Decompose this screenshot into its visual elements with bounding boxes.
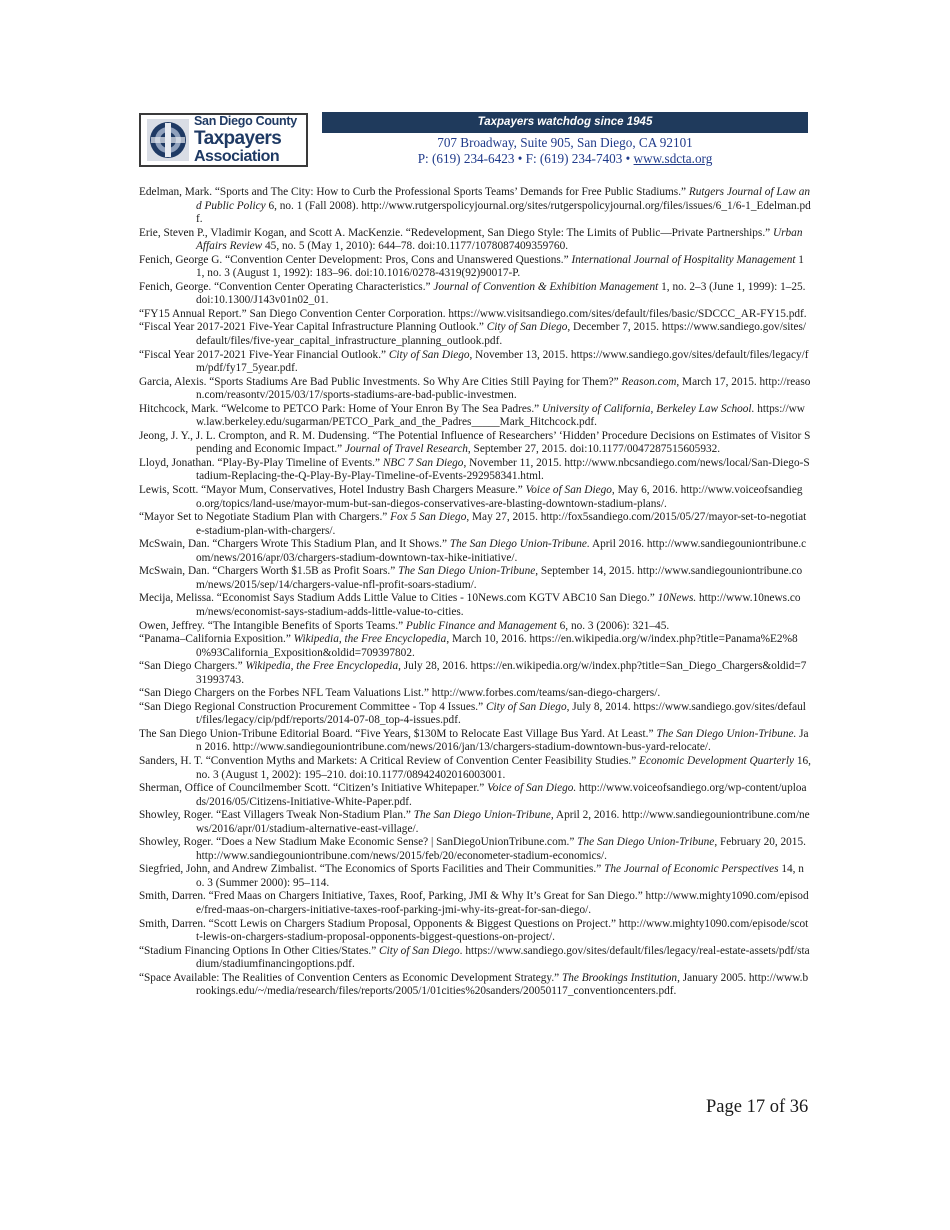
reference-source: The San Diego Union-Tribune [577,836,715,849]
reference-text: 6, no. 3 (2006): 321–45. [556,619,670,632]
reference-text: . https://www.sandiego.gov/sites/default/files/legacy/real-estate-assets/pdf/stadium/stadiumfinancingoptions.pdf. [196,944,810,971]
reference-entry [139,321,811,348]
reference-text: Smith, Darren. “Scott Lewis on Chargers Stadium Proposal, Opponents & Biggest Questions on Project.” http://www.mighty1090.com/episode/scott-lewis-on-chargers-stadium-proposal-opponents-biggest-questions-on-project/. [139,917,809,944]
reference-text: http://www.10news.com/news/economist-says-stadium-adds-little-value-to-cities. [196,592,801,618]
page-number: Page 17 of 36 [706,1097,809,1117]
reference-text: Owen, Jeffrey. “The Intangible Benefits of Sports Teams.” [139,619,406,632]
reference-source: 10News. [657,592,697,605]
reference-source: Public Finance and Management [405,619,557,632]
reference-source: International Journal of Hospitality Management [571,253,796,266]
reference-text: Fenich, George G. “Convention Center Development: Pros, Cons and Unanswered Questions.” [139,253,572,266]
reference-text: Erie, Steven P., Vladimir Kogan, and Scott A. MacKenzie. “Redevelopment, San Diego Style: The Limits of Public—Private Partnerships.” [139,226,773,239]
reference-text: 11, no. 3 (August 1, 1992): 183–96. doi:10.1016/0278-4319(92)90017-P. [196,253,804,280]
reference-entry [139,186,811,227]
reference-text: , November 13, 2015. https://www.sandiego.gov/sites/default/files/legacy/fm/pdf/fy17_5year.pdf. [196,348,809,375]
reference-source: Wikipedia, the Free Encyclopedia [245,660,399,673]
reference-text: 45, no. 5 (May 1, 2010): 644–78. doi:10.1177/1078087409359760. [262,240,569,253]
reference-text: May 6, 2016. http://www.voiceofsandiego.org/topics/land-use/mayor-mum-but-san-diegos-conservatives-are-blasting-downtown-stadium-plans/. [196,484,803,510]
reference-text: 16, no. 3 (August 1, 2002): 195–210. doi:10.1177/08942402016003001. [196,754,811,781]
logo [139,113,308,167]
reference-text: “San Diego Chargers.” [139,660,246,673]
reference-source: The San Diego Union-Tribune. [449,538,590,551]
reference-entry [139,457,811,484]
reference-entry [139,972,811,999]
reference-text: “Fiscal Year 2017-2021 Five-Year Capital Infrastructure Planning Outlook.” [139,321,487,334]
reference-entry [139,633,811,660]
reference-text: Smith, Darren. “Fred Maas on Chargers Initiative, Taxes, Roof, Parking, JMI & Why It’s Great for San Diego.” http://www.mighty1090.com/episode/fred-maas-on-chargers-initiative-taxes-roof-parking-jmi-why-its-great-for-san-diego/. [139,890,809,916]
reference-text: , September 14, 2015. http://www.sandiegouniontribune.com/news/2015/sep/14/chargers-value-nfl-profit-soars-stadium/. [196,565,803,591]
reference-text: Showley, Roger. “Does a New Stadium Make Economic Sense? | SanDiegoUnionTribune.com.” [139,836,578,849]
reference-text: , November 11, 2015. http://www.nbcsandiego.com/news/local/San-Diego-Stadium-Replacing-the-Q-Play-By-Play-Timeline-of-Events-292958341.html. [196,456,810,483]
reference-text: McSwain, Dan. “Chargers Wrote This Stadium Plan, and It Shows.” [139,538,450,551]
reference-text: https://www.law.berkeley.edu/sugarman/PETCO_Park_and_the_Padres_____Mark_Hitchcock.pdf. [196,402,805,429]
reference-entry [139,945,811,972]
reference-source: The San Diego Union-Tribune, [413,809,554,822]
seal-icon [147,119,189,161]
reference-text: Mecija, Melissa. “Economist Says Stadium Adds Little Value to Cities - 10News.com KGTV ABC10 San Diego.” [139,592,658,605]
reference-text: 6, no. 1 (Fall 2008). http://www.rutgerspolicyjournal.org/sites/rutgerspolicyjournal.org/files/issues/6_1/6-1_Edelman.pdf. [196,199,811,226]
phone-fax: P: (619) 234-6423 • F: (619) 234-7403 • [417,150,631,166]
reference-entry [139,755,811,782]
contact-block [322,135,808,166]
reference-entry [139,836,811,863]
reference-entry [139,660,811,687]
reference-entry [139,863,811,890]
reference-source: City of San Diego [485,700,567,713]
reference-source: Wikipedia, the Free Encyclopedia [293,633,447,646]
reference-entry [139,430,811,457]
reference-source: Journal of Convention & Exhibition Management [433,280,659,293]
reference-text: , May 27, 2015. http://fox5sandiego.com/2015/05/27/mayor-set-to-negotiate-stadium-plan-with-chargers/. [196,511,807,537]
reference-entry [139,349,811,376]
reference-text: Fenich, George. “Convention Center Operating Characteristics.” [139,280,434,293]
reference-source: City of San Diego [486,321,568,334]
reference-entry [139,281,811,308]
reference-entry [139,403,811,430]
reference-text: “Stadium Financing Options In Other Cities/States.” [139,944,380,957]
reference-entry [139,890,811,917]
logo-line-1: San Diego County [194,114,297,129]
reference-text: “Panama–California Exposition.” [139,633,294,646]
reference-text: “Mayor Set to Negotiate Stadium Plan with Chargers.” [139,511,391,524]
reference-text: Hitchcock, Mark. “Welcome to PETCO Park: Home of Your Enron By The Sea Padres.” [139,402,542,415]
logo-line-2: Taxpayers [194,127,282,149]
reference-source: NBC 7 San Diego [382,456,464,469]
reference-text: , March 17, 2015. http://reason.com/reasontv/2015/03/17/sports-stadiums-are-bad-public-investmen. [196,375,811,402]
reference-text: Siegfried, John, and Andrew Zimbalist. “The Economics of Sports Facilities and Their Communities.” [139,863,605,876]
reference-source: Urban Affairs Review [196,226,803,253]
reference-text: 14, no. 3 (Summer 2000): 95–114. [196,863,804,889]
reference-text: , December 7, 2015. https://www.sandiego.gov/sites/default/files/five-year_capital_infrastructure_planning_outlook.pdf. [196,321,807,348]
reference-text: Garcia, Alexis. “Sports Stadiums Are Bad Public Investments. So Why Are Cities Still Paying for Them?” [139,375,622,388]
reference-entry [139,308,811,322]
reference-source: The Brookings Institution [562,971,678,984]
reference-source: The San Diego Union-Tribune [398,565,536,578]
reference-source: City of San Diego [388,348,470,361]
reference-text: The San Diego Union-Tribune Editorial Board. “Five Years, $130M to Relocate East Village Bus Yard. At Least.” [139,727,657,740]
reference-text: Sanders, H. T. “Convention Myths and Markets: A Critical Review of Convention Center Feasibility Studies.” [139,754,640,767]
reference-text: “Space Available: The Realities of Convention Centers as Economic Development Strategy.” [139,971,562,984]
reference-text: , February 20, 2015. http://www.sandiegouniontribune.com/news/2015/feb/20/econometer-stadium-economics/. [196,836,806,862]
reference-source: University of California, Berkeley Law School. [541,402,755,415]
reference-source: Rutgers Journal of Law and Public Policy [196,186,810,212]
reference-entry [139,592,811,619]
reference-text: Lloyd, Jonathan. “Play-By-Play Timeline of Events.” [139,456,383,469]
reference-entry [139,620,811,634]
reference-text: Sherman, Office of Councilmember Scott. “Citizen’s Initiative Whitepaper.” [139,782,488,795]
reference-text: , March 10, 2016. https://en.wikipedia.org/w/index.php?title=Panama%E2%80%93California_Exposition&oldid=709397802. [196,633,798,659]
reference-text: 1, no. 2–3 (June 1, 1999): 1–25. doi:10.1300/J143v01n02_01. [196,280,806,307]
reference-source: City of San Diego [379,944,460,957]
reference-entry [139,701,811,728]
reference-source: Economic Development Quarterly [639,754,795,767]
reference-text: “San Diego Chargers on the Forbes NFL Team Valuations List.” http://www.forbes.com/teams/san-diego-chargers/. [139,687,661,700]
reference-entry [139,565,811,592]
reference-source: Voice of San Diego. [487,782,577,795]
website-link[interactable]: www.sdcta.org [633,150,713,166]
reference-entry [139,728,811,755]
reference-entry [139,511,811,538]
reference-source: The Journal of Economic Perspectives [604,863,779,876]
reference-entry [139,687,811,701]
reference-source: Reason.com [621,375,677,388]
reference-text: “San Diego Regional Construction Procurement Committee - Top 4 Issues.” [139,700,486,713]
reference-entry [139,484,811,511]
reference-entry [139,918,811,945]
reference-text: McSwain, Dan. “Chargers Worth $1.5B as Profit Soars.” [139,565,399,578]
reference-text: , July 8, 2014. https://www.sandiego.gov/sites/default/files/legacy/cip/pdf/reports/2014-07-08_top-4-issues.pdf. [196,700,806,727]
logo-line-3: Association [194,147,280,165]
reference-source: Voice of San Diego, [525,484,615,497]
reference-text: April 2, 2016. http://www.sandiegouniontribune.com/news/2016/apr/01/stadium-alternative-east-village/. [196,809,810,835]
reference-text: http://www.voiceofsandiego.org/wp-content/uploads/2016/05/Citizens-Initiative-White-Paper.pdf. [196,782,807,808]
tagline-bar: Taxpayers watchdog since 1945 [322,112,808,133]
reference-entry [139,254,811,281]
phone-fax-line [322,151,808,167]
reference-text: , September 27, 2015. doi:10.1177/0047287515605932. [467,443,721,456]
reference-entry [139,809,811,836]
reference-entry [139,227,811,254]
reference-source: Fox 5 San Diego [390,511,467,524]
reference-text: Edelman, Mark. “Sports and The City: How to Curb the Professional Sports Teams’ Demands for Free Public Stadiums.” [139,186,689,198]
address: 707 Broadway, Suite 905, San Diego, CA 92101 [437,135,693,150]
reference-text: Lewis, Scott. “Mayor Mum, Conservatives, Hotel Industry Bash Chargers Measure.” [139,484,526,497]
reference-text: “FY15 Annual Report.” San Diego Convention Center Corporation. https://www.visitsandiego.com/sites/default/files/basic/SDCCC_AR-FY15.pdf. [139,307,807,320]
reference-entry [139,538,811,565]
reference-source: The San Diego Union-Tribune. [656,727,797,740]
reference-text: Jan 2016. http://www.sandiegouniontribune.com/news/2016/jan/13/chargers-stadium-downtown-bus-yard-relocate/. [196,727,809,754]
reference-text: April 2016. http://www.sandiegouniontribune.com/news/2016/apr/03/chargers-stadium-downtown-tax-hike-initiative/. [196,538,807,564]
reference-entry [139,782,811,809]
reference-list [139,186,811,999]
reference-text: “Fiscal Year 2017-2021 Five-Year Financial Outlook.” [139,348,389,361]
reference-source: Journal of Travel Research [345,443,468,456]
reference-text: , January 2005. http://www.brookings.edu/~/media/research/files/reports/2005/1/01cities%20sanders/20050117_conventioncenters.pdf. [196,971,809,998]
reference-text: Showley, Roger. “East Villagers Tweak Non-Stadium Plan.” [139,809,414,822]
reference-entry [139,376,811,403]
reference-text: , July 28, 2016. https://en.wikipedia.org/w/index.php?title=San_Diego_Chargers&oldid=731993743. [196,660,807,686]
reference-text: Jeong, J. Y., J. L. Crompton, and R. M. Dudensing. “The Potential Influence of Researchers’ ‘Hidden’ Procedure Decisions on Estimates of Visitor Spending and Economic Impact.” [139,429,811,456]
